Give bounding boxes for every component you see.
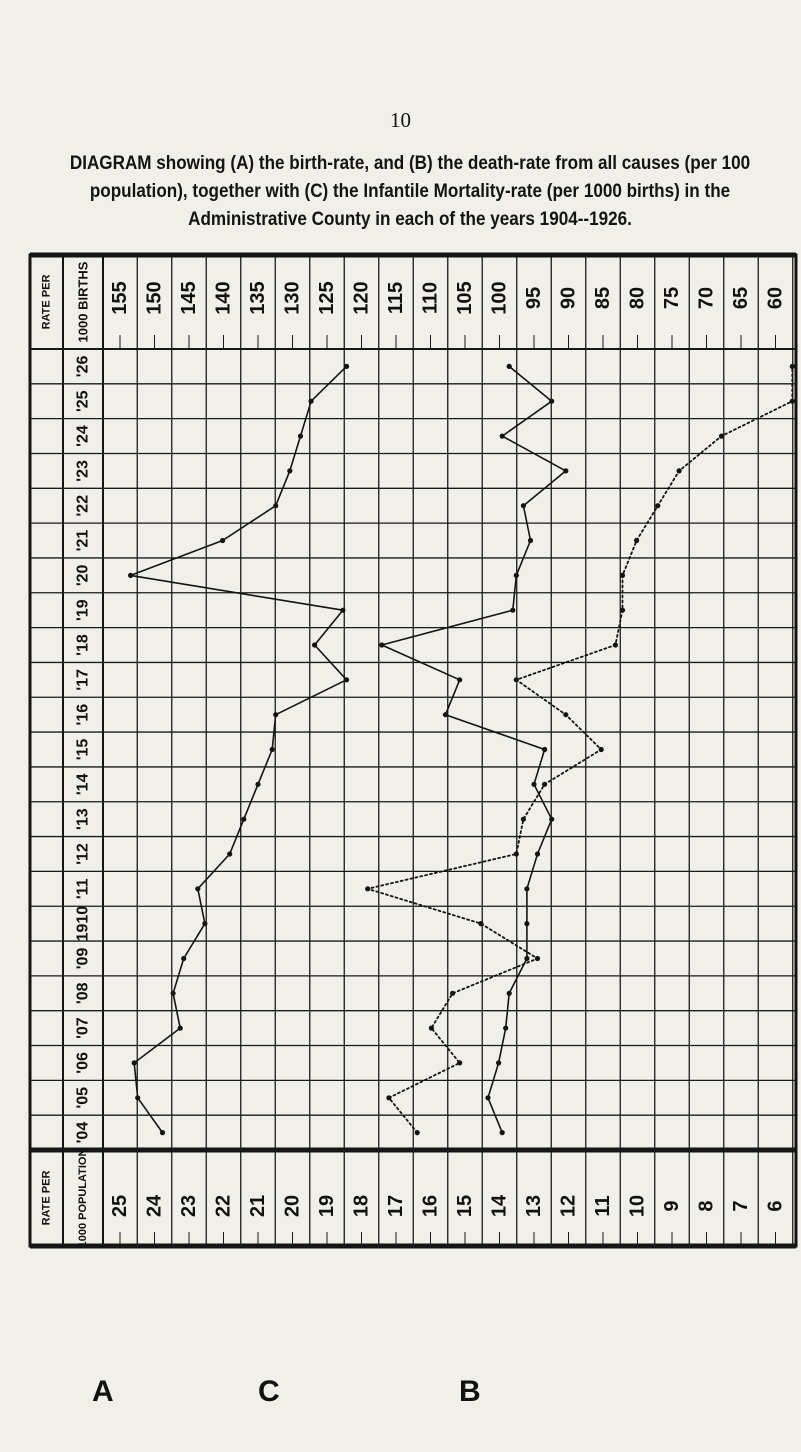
top-axis-tick-label: 70 <box>695 286 718 310</box>
series-point-b <box>485 1095 490 1100</box>
series-point-c <box>386 1095 391 1100</box>
series-line-c <box>368 366 793 1132</box>
top-axis-tick-label: 60 <box>764 286 787 310</box>
top-axis-tick-label: 125 <box>316 281 338 315</box>
series-point-c <box>634 538 639 543</box>
year-label: '08 <box>74 982 92 1005</box>
series-point-a <box>202 921 207 926</box>
series-point-a <box>227 851 232 856</box>
series-point-c <box>429 1026 434 1031</box>
series-point-a <box>344 364 349 369</box>
series-point-a <box>128 573 133 578</box>
series-point-a <box>309 399 314 404</box>
top-axis-tick-label: 85 <box>592 286 614 310</box>
series-line-a <box>131 366 347 1132</box>
series-point-b <box>500 434 505 439</box>
bottom-axis-tick-label: 23 <box>178 1194 200 1218</box>
series-point-a <box>171 991 176 996</box>
series-point-b <box>524 956 529 961</box>
series-point-a <box>255 782 260 787</box>
series-point-b <box>535 851 540 856</box>
bottom-axis-header-rate: RATE PER <box>40 1170 53 1226</box>
series-point-c <box>542 782 547 787</box>
year-label: '23 <box>74 460 92 482</box>
year-label: '11 <box>74 878 92 900</box>
series-point-c <box>521 817 526 822</box>
top-axis-tick-label: 90 <box>557 286 580 310</box>
series-point-b <box>521 503 526 508</box>
bottom-axis-tick-label: 6 <box>764 1200 787 1212</box>
series-point-b <box>510 608 515 613</box>
series-point-c <box>620 573 625 578</box>
year-label: '22 <box>74 494 92 517</box>
top-axis-tick-label: 155 <box>109 281 131 315</box>
year-label: '19 <box>74 599 92 622</box>
bottom-axis-tick-label: 15 <box>454 1194 476 1218</box>
top-axis-tick-label: 150 <box>143 281 166 315</box>
bottom-axis-tick-label: 7 <box>730 1200 752 1212</box>
series-point-b <box>563 468 568 473</box>
top-axis-tick-label: 75 <box>661 286 683 310</box>
series-point-a <box>220 538 225 543</box>
series-point-c <box>719 434 724 439</box>
series-point-b <box>496 1060 501 1065</box>
series-point-b <box>500 1130 505 1135</box>
series-point-a <box>181 956 186 961</box>
bottom-axis-tick-label: 17 <box>385 1194 407 1218</box>
series-point-c <box>655 503 660 508</box>
series-point-b <box>531 782 536 787</box>
bottom-axis-tick-label: 13 <box>523 1194 545 1218</box>
series-point-b <box>457 677 462 682</box>
series-point-c <box>620 608 625 613</box>
year-label: '26 <box>74 355 92 378</box>
top-axis-header-births: 1000 BIRTHS <box>75 261 91 343</box>
series-point-b <box>507 364 512 369</box>
key-label-c: C <box>258 1375 280 1408</box>
title-line-3: Administrative County in each of the years 1904--1926. <box>188 209 632 230</box>
series-point-c <box>790 399 795 404</box>
key-label-a: A <box>92 1375 114 1408</box>
year-label: 1910 <box>74 905 92 942</box>
year-axis <box>75 356 92 1144</box>
series-point-c <box>457 1060 462 1065</box>
bottom-axis-tick-label: 12 <box>557 1194 580 1218</box>
series-point-a <box>340 608 345 613</box>
top-axis-tick-label: 65 <box>730 286 752 310</box>
year-label: '07 <box>74 1017 92 1039</box>
bottom-axis-tick-label: 19 <box>316 1194 338 1218</box>
series-point-a <box>160 1130 165 1135</box>
bottom-axis-tick-label: 22 <box>212 1194 235 1218</box>
series-point-a <box>270 747 275 752</box>
series-point-b <box>549 399 554 404</box>
top-axis-tick-label: 100 <box>488 281 511 315</box>
year-label: '06 <box>74 1052 92 1074</box>
series-point-b <box>528 538 533 543</box>
top-axis-header-rate: RATE PER <box>40 274 53 330</box>
series-point-a <box>241 817 246 822</box>
year-label: '16 <box>74 703 92 726</box>
year-label: '13 <box>74 808 92 830</box>
bottom-axis-tick-label: 21 <box>247 1194 269 1218</box>
series-point-b <box>514 573 519 578</box>
top-axis-tick-label: 130 <box>281 281 304 315</box>
series-point-b <box>507 991 512 996</box>
series-point-c <box>415 1130 420 1135</box>
year-label: '12 <box>74 843 92 865</box>
series-point-a <box>195 886 200 891</box>
series-point-b <box>503 1026 508 1031</box>
key-label-b: B <box>459 1375 481 1408</box>
series-layer <box>128 364 795 1135</box>
bottom-axis-header-population: 1000 POPULATION <box>77 1148 89 1248</box>
top-axis-tick-label: 115 <box>385 281 407 315</box>
series-point-b <box>379 642 384 647</box>
top-axis-tick-label: 120 <box>350 281 373 315</box>
series-point-c <box>790 364 795 369</box>
year-label: '21 <box>74 529 92 552</box>
bottom-axis-tick-label: 25 <box>109 1194 131 1218</box>
series-point-a <box>132 1060 137 1065</box>
series-line-b <box>382 366 566 1132</box>
year-label: '05 <box>74 1086 92 1109</box>
bottom-axis-tick-label: 20 <box>281 1194 304 1218</box>
series-point-a <box>287 468 292 473</box>
series-point-a <box>273 712 278 717</box>
top-axis-tick-label: 80 <box>626 286 649 310</box>
series-point-c <box>613 642 618 647</box>
series-point-c <box>365 886 370 891</box>
year-label: '17 <box>74 669 92 691</box>
series-point-a <box>312 642 317 647</box>
year-label: '15 <box>74 738 92 761</box>
top-axis-tick-label: 95 <box>523 286 545 310</box>
top-axis-tick-label: 110 <box>419 281 442 315</box>
bottom-axis-tick-label: 9 <box>661 1200 683 1212</box>
series-point-c <box>514 677 519 682</box>
bottom-axis-tick-label: 8 <box>695 1200 718 1212</box>
bottom-axis-tick-label: 11 <box>592 1195 614 1217</box>
bottom-axis-tick-label: 24 <box>143 1194 166 1218</box>
series-point-c <box>514 851 519 856</box>
title-line-2: population), together with (C) the Infantile Mortality-rate (per 1000 births) in the <box>89 181 731 202</box>
series-point-c <box>450 991 455 996</box>
series-point-c <box>599 747 604 752</box>
top-axis-tick-label: 140 <box>212 281 235 315</box>
year-label: '20 <box>74 564 92 587</box>
series-point-b <box>549 817 554 822</box>
year-label: '25 <box>74 390 92 413</box>
top-axis-tick-label: 105 <box>454 281 476 315</box>
series-point-a <box>344 677 349 682</box>
series-point-b <box>524 886 529 891</box>
series-point-c <box>535 956 540 961</box>
top-axis-tick-label: 135 <box>247 281 269 315</box>
year-label: '14 <box>74 773 92 796</box>
series-point-c <box>478 921 483 926</box>
chart-grid <box>30 255 796 1246</box>
year-label: '18 <box>74 634 92 656</box>
series-point-a <box>273 503 278 508</box>
series-point-b <box>443 712 448 717</box>
bottom-axis-tick-label: 16 <box>419 1194 442 1218</box>
series-point-a <box>135 1095 140 1100</box>
series-point-a <box>298 434 303 439</box>
series-point-b <box>524 921 529 926</box>
series-point-a <box>178 1026 183 1031</box>
series-point-c <box>677 468 682 473</box>
year-label: '09 <box>74 947 92 970</box>
title-line-1: DIAGRAM showing (A) the birth-rate, and (B) the death-rate from all causes (per 100 <box>69 153 751 174</box>
year-label: '04 <box>74 1121 92 1144</box>
year-label: '24 <box>74 425 92 447</box>
bottom-axis-tick-label: 18 <box>350 1194 373 1218</box>
top-axis-tick-label: 145 <box>178 281 200 315</box>
series-point-c <box>563 712 568 717</box>
page-number: 10 <box>390 108 411 132</box>
bottom-axis-tick-label: 14 <box>488 1194 511 1218</box>
bottom-axis-tick-label: 10 <box>626 1194 649 1218</box>
series-point-b <box>542 747 547 752</box>
